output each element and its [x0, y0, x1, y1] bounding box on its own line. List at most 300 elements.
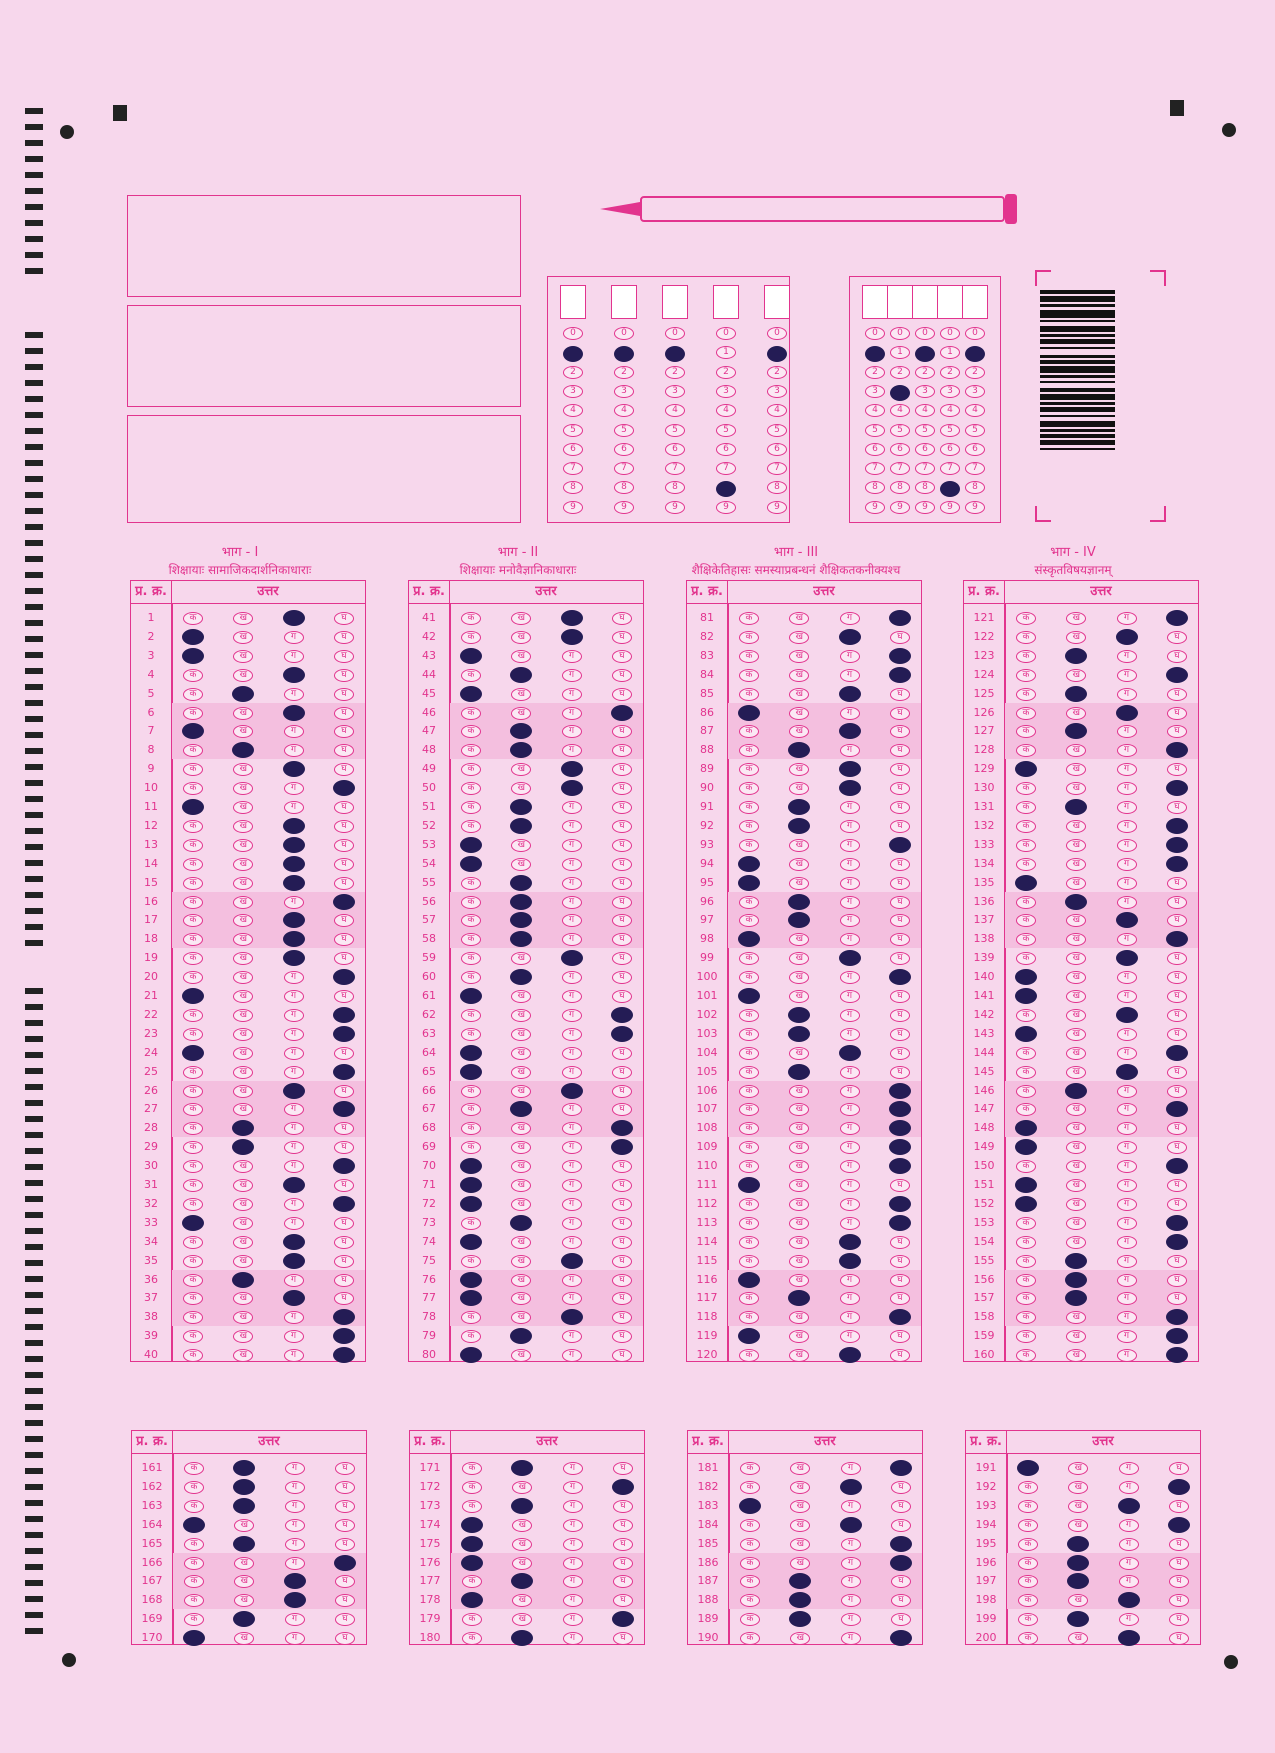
answer-bubble-1[interactable]: क: [461, 1255, 481, 1268]
answer-bubble-3[interactable]: ग: [1117, 1236, 1137, 1249]
answer-bubble-2[interactable]: [788, 1007, 810, 1023]
answer-bubble-3[interactable]: ग: [284, 782, 304, 795]
answer-bubble-2[interactable]: [1065, 894, 1087, 910]
answer-bubble-1[interactable]: क: [1016, 1311, 1036, 1324]
digit-bubble[interactable]: 5: [665, 424, 685, 437]
answer-bubble-4[interactable]: घ: [890, 896, 910, 909]
answer-bubble-4[interactable]: [1166, 837, 1188, 853]
answer-bubble-1[interactable]: क: [183, 839, 203, 852]
answer-bubble-2[interactable]: [510, 1215, 532, 1231]
answer-bubble-4[interactable]: [889, 1083, 911, 1099]
answer-bubble-1[interactable]: [461, 1536, 483, 1552]
answer-bubble-1[interactable]: क: [462, 1481, 482, 1494]
answer-bubble-4[interactable]: घ: [334, 1085, 354, 1098]
answer-bubble-2[interactable]: ख: [1066, 1141, 1086, 1154]
answer-bubble-2[interactable]: ख: [1066, 1198, 1086, 1211]
answer-bubble-1[interactable]: क: [740, 1557, 760, 1570]
answer-bubble-4[interactable]: घ: [1167, 631, 1187, 644]
answer-bubble-4[interactable]: [611, 1139, 633, 1155]
answer-bubble-1[interactable]: क: [1016, 707, 1036, 720]
answer-bubble-4[interactable]: घ: [612, 725, 632, 738]
answer-bubble-2[interactable]: ख: [233, 1179, 253, 1192]
answer-bubble-1[interactable]: क: [461, 896, 481, 909]
answer-bubble-2[interactable]: ख: [233, 1198, 253, 1211]
answer-bubble-4[interactable]: घ: [890, 707, 910, 720]
answer-bubble-4[interactable]: घ: [1167, 1292, 1187, 1305]
answer-bubble-3[interactable]: [1116, 629, 1138, 645]
answer-bubble-1[interactable]: क: [461, 820, 481, 833]
answer-bubble-1[interactable]: क: [461, 669, 481, 682]
answer-bubble-2[interactable]: ख: [233, 1103, 253, 1116]
answer-bubble-4[interactable]: घ: [612, 631, 632, 644]
digit-bubble[interactable]: 5: [563, 424, 583, 437]
answer-bubble-1[interactable]: क: [1016, 914, 1036, 927]
answer-bubble-4[interactable]: घ: [334, 914, 354, 927]
digit-bubble[interactable]: 5: [865, 424, 885, 437]
digit-bubble[interactable]: 9: [915, 501, 935, 514]
answer-bubble-3[interactable]: ग: [562, 1009, 582, 1022]
answer-bubble-4[interactable]: घ: [1167, 971, 1187, 984]
answer-bubble-4[interactable]: घ: [334, 820, 354, 833]
answer-bubble-1[interactable]: क: [739, 631, 759, 644]
answer-bubble-1[interactable]: [460, 1196, 482, 1212]
answer-bubble-4[interactable]: घ: [612, 914, 632, 927]
answer-bubble-3[interactable]: ग: [562, 1066, 582, 1079]
answer-bubble-1[interactable]: क: [183, 896, 203, 909]
answer-bubble-2[interactable]: [510, 818, 532, 834]
answer-bubble-4[interactable]: [1166, 1347, 1188, 1363]
answer-bubble-3[interactable]: ग: [1117, 1103, 1137, 1116]
answer-bubble-4[interactable]: घ: [890, 1028, 910, 1041]
answer-bubble-2[interactable]: ख: [511, 1047, 531, 1060]
answer-bubble-4[interactable]: [1166, 1328, 1188, 1344]
digit-bubble[interactable]: 4: [865, 404, 885, 417]
answer-bubble-1[interactable]: क: [183, 669, 203, 682]
answer-bubble-2[interactable]: [1065, 1272, 1087, 1288]
answer-bubble-3[interactable]: ग: [840, 877, 860, 890]
answer-bubble-4[interactable]: घ: [890, 744, 910, 757]
answer-bubble-4[interactable]: घ: [334, 801, 354, 814]
answer-bubble-1[interactable]: क: [739, 650, 759, 663]
digit-bubble[interactable]: 3: [665, 385, 685, 398]
answer-bubble-3[interactable]: ग: [840, 1198, 860, 1211]
answer-bubble-2[interactable]: [233, 1536, 255, 1552]
answer-bubble-1[interactable]: क: [184, 1500, 204, 1513]
answer-bubble-4[interactable]: घ: [890, 933, 910, 946]
answer-bubble-2[interactable]: ख: [1066, 1028, 1086, 1041]
digit-bubble[interactable]: 6: [890, 443, 910, 456]
answer-bubble-3[interactable]: [839, 761, 861, 777]
answer-bubble-2[interactable]: ख: [511, 1349, 531, 1362]
digit-bubble[interactable]: [665, 346, 685, 362]
answer-bubble-4[interactable]: घ: [335, 1613, 355, 1626]
answer-bubble-4[interactable]: घ: [334, 650, 354, 663]
answer-bubble-2[interactable]: ख: [1068, 1500, 1088, 1513]
answer-bubble-1[interactable]: [183, 1517, 205, 1533]
answer-bubble-1[interactable]: क: [739, 1028, 759, 1041]
digit-bubble[interactable]: 7: [865, 462, 885, 475]
answer-bubble-2[interactable]: [510, 1328, 532, 1344]
answer-bubble-3[interactable]: [561, 1083, 583, 1099]
answer-bubble-2[interactable]: ख: [511, 631, 531, 644]
digit-bubble[interactable]: 8: [767, 481, 787, 494]
answer-bubble-3[interactable]: ग: [563, 1519, 583, 1532]
answer-bubble-1[interactable]: क: [739, 1085, 759, 1098]
answer-bubble-1[interactable]: क: [1016, 1103, 1036, 1116]
answer-bubble-3[interactable]: ग: [840, 820, 860, 833]
answer-bubble-4[interactable]: घ: [334, 688, 354, 701]
answer-bubble-3[interactable]: ग: [1117, 688, 1137, 701]
digit-bubble[interactable]: 0: [965, 327, 985, 340]
answer-bubble-4[interactable]: घ: [890, 1255, 910, 1268]
answer-bubble-3[interactable]: [283, 931, 305, 947]
answer-bubble-4[interactable]: घ: [1169, 1613, 1189, 1626]
answer-bubble-2[interactable]: [233, 1498, 255, 1514]
answer-bubble-1[interactable]: क: [1016, 1236, 1036, 1249]
answer-bubble-1[interactable]: क: [739, 971, 759, 984]
answer-bubble-1[interactable]: क: [184, 1575, 204, 1588]
answer-bubble-4[interactable]: घ: [612, 933, 632, 946]
answer-bubble-1[interactable]: क: [739, 801, 759, 814]
answer-bubble-3[interactable]: ग: [840, 1330, 860, 1343]
answer-bubble-3[interactable]: [839, 1045, 861, 1061]
answer-bubble-2[interactable]: ख: [511, 688, 531, 701]
answer-bubble-2[interactable]: ख: [790, 1557, 810, 1570]
answer-bubble-4[interactable]: घ: [1167, 877, 1187, 890]
answer-bubble-1[interactable]: क: [184, 1462, 204, 1475]
digit-bubble[interactable]: 5: [940, 424, 960, 437]
answer-bubble-3[interactable]: ग: [1117, 1349, 1137, 1362]
answer-bubble-4[interactable]: [1168, 1517, 1190, 1533]
answer-bubble-2[interactable]: ख: [234, 1575, 254, 1588]
answer-bubble-4[interactable]: घ: [890, 763, 910, 776]
answer-bubble-3[interactable]: [283, 950, 305, 966]
digit-bubble[interactable]: 4: [614, 404, 634, 417]
answer-bubble-3[interactable]: ग: [840, 1009, 860, 1022]
digit-bubble[interactable]: 6: [767, 443, 787, 456]
answer-bubble-2[interactable]: ख: [511, 650, 531, 663]
answer-bubble-3[interactable]: ग: [562, 877, 582, 890]
answer-bubble-4[interactable]: [890, 1460, 912, 1476]
answer-bubble-1[interactable]: क: [183, 933, 203, 946]
answer-bubble-3[interactable]: ग: [1117, 763, 1137, 776]
digit-bubble[interactable]: [865, 346, 885, 362]
answer-bubble-1[interactable]: क: [183, 707, 203, 720]
answer-bubble-1[interactable]: क: [461, 1330, 481, 1343]
answer-bubble-4[interactable]: [611, 705, 633, 721]
answer-bubble-4[interactable]: घ: [890, 1274, 910, 1287]
answer-bubble-3[interactable]: ग: [840, 669, 860, 682]
answer-bubble-3[interactable]: [1116, 1007, 1138, 1023]
answer-bubble-1[interactable]: क: [461, 1028, 481, 1041]
answer-bubble-2[interactable]: ख: [1066, 1311, 1086, 1324]
answer-bubble-4[interactable]: घ: [612, 612, 632, 625]
answer-bubble-3[interactable]: [283, 837, 305, 853]
answer-bubble-1[interactable]: क: [1016, 1217, 1036, 1230]
answer-bubble-3[interactable]: [1116, 912, 1138, 928]
answer-bubble-3[interactable]: ग: [562, 1122, 582, 1135]
answer-bubble-1[interactable]: [460, 856, 482, 872]
answer-bubble-4[interactable]: घ: [1167, 952, 1187, 965]
answer-bubble-4[interactable]: घ: [334, 933, 354, 946]
answer-bubble-4[interactable]: घ: [612, 896, 632, 909]
answer-bubble-3[interactable]: ग: [1117, 839, 1137, 852]
digit-bubble[interactable]: [890, 385, 910, 401]
answer-bubble-4[interactable]: [889, 1196, 911, 1212]
answer-bubble-4[interactable]: घ: [613, 1632, 633, 1645]
answer-bubble-4[interactable]: घ: [613, 1538, 633, 1551]
answer-bubble-2[interactable]: ख: [511, 1236, 531, 1249]
answer-bubble-1[interactable]: क: [1016, 1160, 1036, 1173]
answer-bubble-2[interactable]: [788, 1064, 810, 1080]
answer-bubble-2[interactable]: ख: [233, 1028, 253, 1041]
answer-bubble-4[interactable]: घ: [335, 1462, 355, 1475]
answer-bubble-4[interactable]: घ: [890, 688, 910, 701]
answer-bubble-2[interactable]: ख: [789, 1330, 809, 1343]
answer-bubble-3[interactable]: ग: [841, 1575, 861, 1588]
answer-bubble-3[interactable]: [1118, 1498, 1140, 1514]
answer-bubble-4[interactable]: घ: [334, 744, 354, 757]
answer-bubble-3[interactable]: [283, 610, 305, 626]
answer-bubble-4[interactable]: घ: [890, 1349, 910, 1362]
answer-bubble-3[interactable]: ग: [562, 1292, 582, 1305]
answer-bubble-2[interactable]: [789, 1611, 811, 1627]
answer-bubble-1[interactable]: [182, 1045, 204, 1061]
answer-bubble-3[interactable]: ग: [562, 1028, 582, 1041]
answer-bubble-2[interactable]: [1065, 686, 1087, 702]
answer-bubble-4[interactable]: [890, 1630, 912, 1646]
answer-bubble-4[interactable]: घ: [334, 990, 354, 1003]
answer-bubble-3[interactable]: ग: [285, 1538, 305, 1551]
answer-bubble-4[interactable]: [333, 1328, 355, 1344]
answer-bubble-4[interactable]: घ: [612, 971, 632, 984]
answer-bubble-3[interactable]: ग: [840, 1160, 860, 1173]
answer-bubble-3[interactable]: ग: [1117, 1141, 1137, 1154]
answer-bubble-1[interactable]: क: [183, 1236, 203, 1249]
answer-bubble-4[interactable]: [889, 610, 911, 626]
answer-bubble-1[interactable]: [461, 1517, 483, 1533]
answer-bubble-1[interactable]: क: [462, 1613, 482, 1626]
answer-bubble-3[interactable]: ग: [562, 858, 582, 871]
answer-bubble-3[interactable]: ग: [563, 1632, 583, 1645]
answer-bubble-3[interactable]: ग: [1117, 820, 1137, 833]
answer-bubble-1[interactable]: [460, 686, 482, 702]
answer-bubble-3[interactable]: [839, 780, 861, 796]
digit-bubble[interactable]: 3: [614, 385, 634, 398]
answer-bubble-4[interactable]: घ: [612, 990, 632, 1003]
answer-bubble-2[interactable]: ख: [233, 896, 253, 909]
answer-bubble-1[interactable]: [1015, 1026, 1037, 1042]
answer-bubble-2[interactable]: ख: [789, 1217, 809, 1230]
answer-bubble-1[interactable]: क: [1016, 612, 1036, 625]
answer-bubble-1[interactable]: क: [461, 801, 481, 814]
answer-bubble-4[interactable]: घ: [1169, 1575, 1189, 1588]
digit-bubble[interactable]: 4: [890, 404, 910, 417]
answer-bubble-3[interactable]: [839, 1253, 861, 1269]
answer-bubble-3[interactable]: [284, 1592, 306, 1608]
answer-bubble-1[interactable]: क: [183, 1009, 203, 1022]
answer-bubble-4[interactable]: घ: [1167, 650, 1187, 663]
answer-bubble-4[interactable]: घ: [334, 1274, 354, 1287]
answer-bubble-1[interactable]: क: [740, 1481, 760, 1494]
answer-bubble-4[interactable]: घ: [334, 839, 354, 852]
answer-bubble-4[interactable]: [890, 1536, 912, 1552]
answer-bubble-2[interactable]: ख: [233, 914, 253, 927]
answer-bubble-1[interactable]: क: [183, 1274, 203, 1287]
answer-bubble-4[interactable]: [1166, 1045, 1188, 1061]
answer-bubble-4[interactable]: घ: [334, 1217, 354, 1230]
answer-bubble-1[interactable]: [460, 1177, 482, 1193]
answer-bubble-1[interactable]: [738, 1328, 760, 1344]
answer-bubble-4[interactable]: घ: [1167, 914, 1187, 927]
answer-bubble-2[interactable]: [510, 875, 532, 891]
answer-bubble-1[interactable]: [738, 988, 760, 1004]
answer-bubble-4[interactable]: घ: [612, 1160, 632, 1173]
digit-bubble[interactable]: 5: [614, 424, 634, 437]
answer-bubble-3[interactable]: [839, 1347, 861, 1363]
answer-bubble-3[interactable]: ग: [562, 688, 582, 701]
answer-bubble-3[interactable]: ग: [284, 1160, 304, 1173]
answer-bubble-3[interactable]: ग: [563, 1481, 583, 1494]
answer-bubble-3[interactable]: ग: [1117, 725, 1137, 738]
answer-bubble-4[interactable]: घ: [612, 1103, 632, 1116]
answer-bubble-4[interactable]: घ: [612, 744, 632, 757]
answer-bubble-1[interactable]: क: [461, 1009, 481, 1022]
answer-bubble-2[interactable]: ख: [233, 1160, 253, 1173]
answer-bubble-2[interactable]: ख: [1066, 612, 1086, 625]
digit-bubble[interactable]: 6: [940, 443, 960, 456]
answer-bubble-2[interactable]: ख: [789, 707, 809, 720]
answer-bubble-1[interactable]: क: [739, 1160, 759, 1173]
answer-bubble-2[interactable]: ख: [789, 990, 809, 1003]
answer-bubble-2[interactable]: ख: [511, 1009, 531, 1022]
answer-bubble-2[interactable]: ख: [511, 1028, 531, 1041]
answer-bubble-2[interactable]: ख: [233, 1349, 253, 1362]
answer-bubble-1[interactable]: क: [1016, 896, 1036, 909]
answer-bubble-4[interactable]: घ: [335, 1632, 355, 1645]
answer-bubble-4[interactable]: [333, 1026, 355, 1042]
answer-bubble-4[interactable]: घ: [890, 801, 910, 814]
answer-bubble-3[interactable]: ग: [1117, 858, 1137, 871]
answer-bubble-2[interactable]: ख: [789, 877, 809, 890]
answer-bubble-1[interactable]: क: [461, 1217, 481, 1230]
answer-bubble-1[interactable]: क: [1016, 858, 1036, 871]
answer-bubble-2[interactable]: [788, 799, 810, 815]
answer-bubble-3[interactable]: ग: [563, 1538, 583, 1551]
answer-bubble-3[interactable]: ग: [1117, 971, 1137, 984]
answer-bubble-2[interactable]: ख: [789, 858, 809, 871]
answer-bubble-3[interactable]: ग: [841, 1557, 861, 1570]
answer-bubble-3[interactable]: [283, 667, 305, 683]
digit-bubble[interactable]: 7: [716, 462, 736, 475]
answer-bubble-4[interactable]: घ: [890, 1179, 910, 1192]
digit-bubble[interactable]: [915, 346, 935, 362]
answer-bubble-2[interactable]: [1065, 799, 1087, 815]
digit-bubble[interactable]: 5: [890, 424, 910, 437]
answer-bubble-4[interactable]: घ: [612, 820, 632, 833]
answer-bubble-3[interactable]: ग: [1117, 1047, 1137, 1060]
answer-bubble-4[interactable]: घ: [334, 952, 354, 965]
answer-bubble-4[interactable]: [889, 1139, 911, 1155]
answer-bubble-4[interactable]: घ: [612, 1274, 632, 1287]
answer-bubble-3[interactable]: ग: [562, 1141, 582, 1154]
answer-bubble-1[interactable]: [1015, 1196, 1037, 1212]
answer-bubble-1[interactable]: क: [739, 1292, 759, 1305]
answer-bubble-1[interactable]: क: [461, 1311, 481, 1324]
answer-bubble-4[interactable]: घ: [335, 1594, 355, 1607]
answer-bubble-4[interactable]: [333, 1064, 355, 1080]
answer-bubble-4[interactable]: घ: [334, 1236, 354, 1249]
answer-bubble-4[interactable]: घ: [612, 650, 632, 663]
answer-bubble-4[interactable]: घ: [1167, 1141, 1187, 1154]
digit-bubble[interactable]: 9: [716, 501, 736, 514]
answer-bubble-1[interactable]: [460, 1234, 482, 1250]
answer-bubble-3[interactable]: ग: [285, 1557, 305, 1570]
answer-bubble-3[interactable]: ग: [840, 933, 860, 946]
answer-bubble-1[interactable]: क: [183, 1311, 203, 1324]
answer-bubble-2[interactable]: ख: [1066, 858, 1086, 871]
answer-bubble-1[interactable]: क: [739, 1103, 759, 1116]
digit-bubble[interactable]: 6: [563, 443, 583, 456]
answer-bubble-1[interactable]: क: [461, 1122, 481, 1135]
answer-bubble-1[interactable]: [183, 1630, 205, 1646]
answer-bubble-3[interactable]: ग: [285, 1481, 305, 1494]
answer-bubble-3[interactable]: ग: [562, 914, 582, 927]
answer-bubble-2[interactable]: ख: [789, 839, 809, 852]
digit-bubble[interactable]: 9: [965, 501, 985, 514]
answer-bubble-4[interactable]: घ: [335, 1575, 355, 1588]
answer-bubble-1[interactable]: क: [183, 1198, 203, 1211]
answer-bubble-3[interactable]: [561, 610, 583, 626]
answer-bubble-4[interactable]: घ: [335, 1500, 355, 1513]
answer-bubble-4[interactable]: घ: [613, 1557, 633, 1570]
answer-bubble-2[interactable]: ख: [789, 1160, 809, 1173]
answer-bubble-3[interactable]: ग: [284, 1103, 304, 1116]
answer-bubble-2[interactable]: ख: [1066, 1047, 1086, 1060]
digit-bubble[interactable]: 2: [940, 366, 960, 379]
answer-bubble-1[interactable]: क: [184, 1481, 204, 1494]
answer-bubble-3[interactable]: ग: [840, 896, 860, 909]
answer-bubble-2[interactable]: ख: [233, 725, 253, 738]
digit-bubble[interactable]: 6: [965, 443, 985, 456]
answer-bubble-4[interactable]: घ: [1169, 1632, 1189, 1645]
answer-bubble-2[interactable]: ख: [1068, 1632, 1088, 1645]
answer-bubble-2[interactable]: ख: [512, 1557, 532, 1570]
answer-bubble-2[interactable]: ख: [512, 1594, 532, 1607]
answer-bubble-3[interactable]: ग: [285, 1462, 305, 1475]
answer-bubble-1[interactable]: क: [183, 1160, 203, 1173]
answer-bubble-3[interactable]: ग: [563, 1557, 583, 1570]
answer-bubble-1[interactable]: क: [739, 763, 759, 776]
answer-bubble-1[interactable]: क: [462, 1575, 482, 1588]
answer-bubble-3[interactable]: ग: [284, 631, 304, 644]
answer-bubble-4[interactable]: घ: [612, 1198, 632, 1211]
answer-bubble-4[interactable]: [333, 1007, 355, 1023]
answer-bubble-2[interactable]: ख: [789, 1047, 809, 1060]
answer-bubble-1[interactable]: क: [739, 820, 759, 833]
answer-bubble-1[interactable]: क: [461, 763, 481, 776]
answer-bubble-2[interactable]: ख: [789, 725, 809, 738]
answer-bubble-3[interactable]: [1116, 705, 1138, 721]
answer-bubble-3[interactable]: ग: [840, 1122, 860, 1135]
answer-bubble-3[interactable]: ग: [840, 1274, 860, 1287]
answer-bubble-2[interactable]: ख: [1066, 669, 1086, 682]
answer-bubble-2[interactable]: ख: [511, 1311, 531, 1324]
answer-bubble-4[interactable]: घ: [1167, 896, 1187, 909]
answer-bubble-2[interactable]: [233, 1611, 255, 1627]
answer-bubble-4[interactable]: [889, 969, 911, 985]
answer-bubble-1[interactable]: क: [1016, 650, 1036, 663]
